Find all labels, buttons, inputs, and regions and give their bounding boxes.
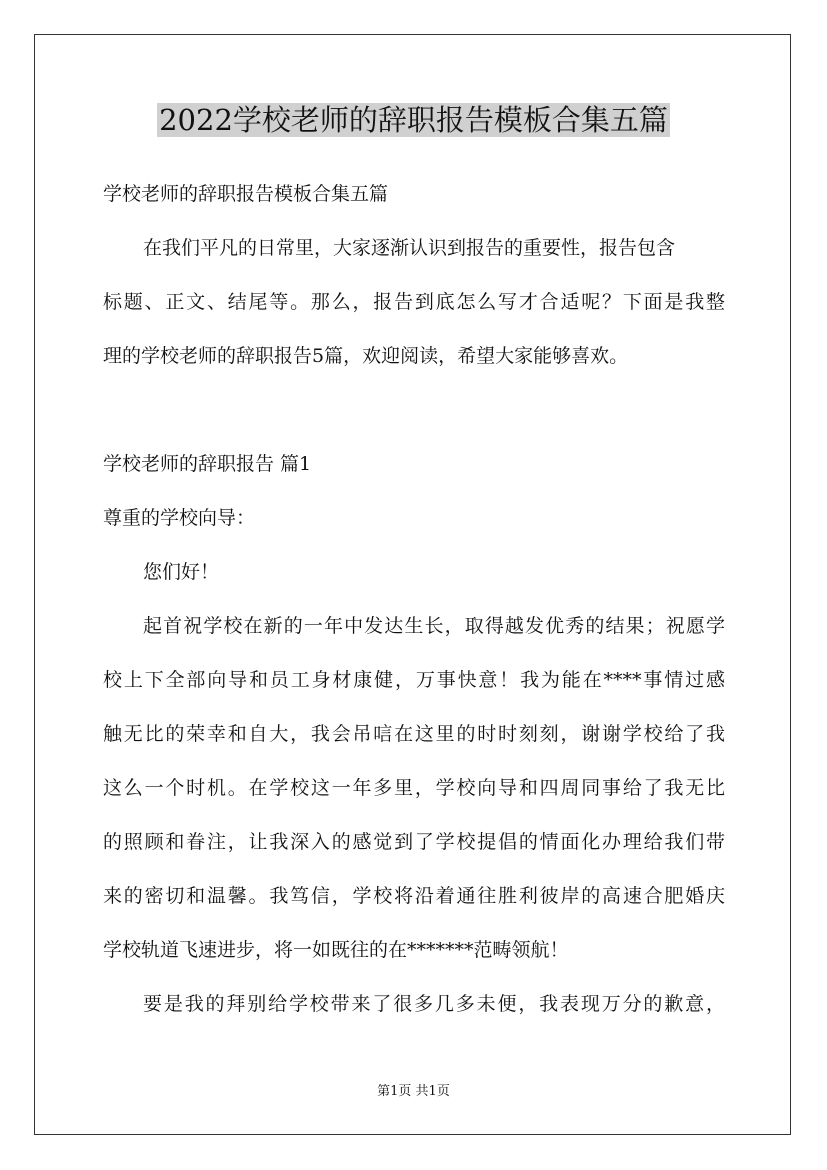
document-subtitle: 学校老师的辞职报告模板合集五篇	[103, 183, 389, 205]
intro-line-2: 标题、正文、结尾等。那么，报告到底怎么写才合适呢？下面是我整	[103, 291, 725, 313]
body-line-3: 触无比的荣幸和自大，我会吊唁在这里的时时刻刻，谢谢学校给了我	[103, 723, 725, 745]
greeting: 您们好！	[143, 561, 220, 583]
body-line-4: 这么一个时机。在学校这一年多里，学校向导和四周同事给了我无比	[103, 777, 725, 799]
body-line-6: 来的密切和温馨。我笃信，学校将沿着通往胜利彼岸的高速合肥婚庆	[103, 885, 725, 907]
section-heading: 学校老师的辞职报告 篇1	[103, 453, 312, 475]
page-number: 第1页 共1页	[377, 1084, 450, 1099]
intro-line-1: 在我们平凡的日常里，大家逐渐认识到报告的重要性，报告包含	[143, 237, 676, 259]
salutation: 尊重的学校向导：	[103, 507, 256, 529]
body-line-5: 的照顾和眷注，让我深入的感觉到了学校提倡的情面化办理给我们带	[103, 831, 725, 853]
intro-line-3: 理的学校老师的辞职报告5篇，欢迎阅读，希望大家能够喜欢。	[103, 345, 629, 367]
body-line-2: 校上下全部向导和员工身材康健，万事快意！我为能在****事情过感	[103, 669, 725, 691]
body-line-7: 学校轨道飞速进步，将一如既往的在*******范畴领航！	[103, 939, 569, 961]
document-title: 2022学校老师的辞职报告模板合集五篇	[159, 103, 668, 137]
body-line-1: 起首祝学校在新的一年中发达生长，取得越发优秀的结果；祝愿学	[143, 615, 725, 637]
body-last-line: 要是我的拜别给学校带来了很多几多未便，我表现万分的歉意，	[143, 993, 725, 1015]
